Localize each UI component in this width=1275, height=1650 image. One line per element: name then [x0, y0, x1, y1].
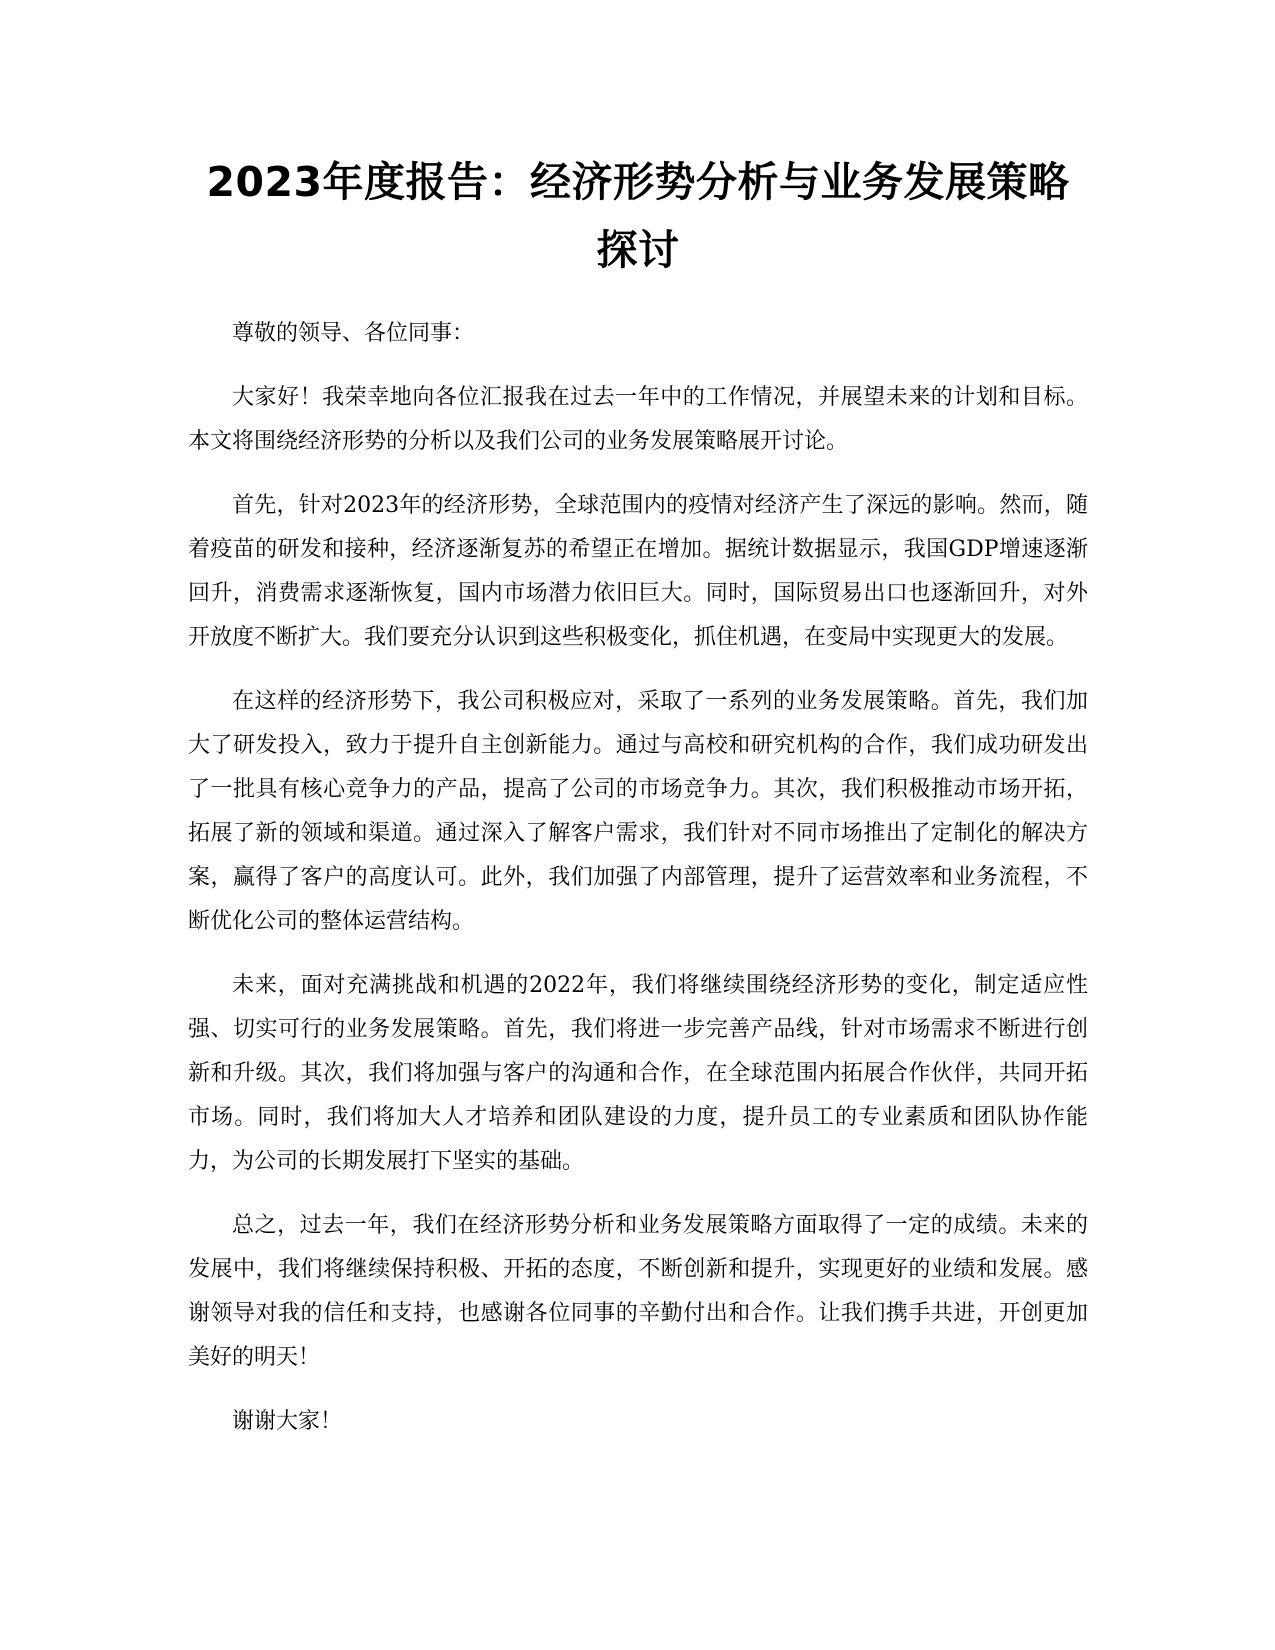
document-page: [188, 148, 1088, 1444]
paragraph-summary: 总之，过去一年，我们在经济形势分析和业务发展策略方面取得了一定的成绩。未来的发展中，我们将继续保持积极、开拓的态度，不断创新和提升，实现更好的业绩和发展。感谢领导对我的信任和支持，也感谢各位同事的辛勤付出和合作。让我们携手共进，开创更加美好的明天！: [188, 1213, 1088, 1370]
salutation: 尊敬的领导、各位同事：: [232, 321, 475, 346]
paragraph-economic-situation: 首先，针对2023年的经济形势，全球范围内的疫情对经济产生了深远的影响。然而，随着疫苗的研发和接种，经济逐渐复苏的希望正在增加。据统计数据显示，我国GDP增速逐渐回升，消费需求逐渐恢复，国内市场潜力依旧巨大。同时，国际贸易出口也逐渐回升，对外开放度不断扩大。我们要充分认识到这些积极变化，抓住机遇，在变局中实现更大的发展。: [188, 493, 1088, 650]
closing-remark: 谢谢大家！: [232, 1409, 343, 1434]
paragraph-future-plan: 未来，面对充满挑战和机遇的2022年，我们将继续围绕经济形势的变化，制定适应性强、切实可行的业务发展策略。首先，我们将进一步完善产品线，针对市场需求不断进行创新和升级。其次，我们将加强与客户的沟通和合作，在全球范围内拓展合作伙伴，共同开拓市场。同时，我们将加大人才培养和团队建设的力度，提升员工的专业素质和团队协作能力，为公司的长期发展打下坚实的基础。: [188, 973, 1088, 1174]
paragraph-intro: 大家好！我荣幸地向各位汇报我在过去一年中的工作情况，并展望未来的计划和目标。本文将围绕经济形势的分析以及我们公司的业务发展策略展开讨论。: [188, 385, 1088, 454]
paragraph-business-strategy: 在这样的经济形势下，我公司积极应对，采取了一系列的业务发展策略。首先，我们加大了研发投入，致力于提升自主创新能力。通过与高校和研究机构的合作，我们成功研发出了一批具有核心竞争力的产品，提高了公司的市场竞争力。其次，我们积极推动市场开拓，拓展了新的领域和渠道。通过深入了解客户需求，我们针对不同市场推出了定制化的解决方案，赢得了客户的高度认可。此外，我们加强了内部管理，提升了运营效率和业务流程，不断优化公司的整体运营结构。: [188, 689, 1088, 934]
document-title: 2023年度报告：经济形势分析与业务发展策略探讨: [206, 158, 1070, 274]
